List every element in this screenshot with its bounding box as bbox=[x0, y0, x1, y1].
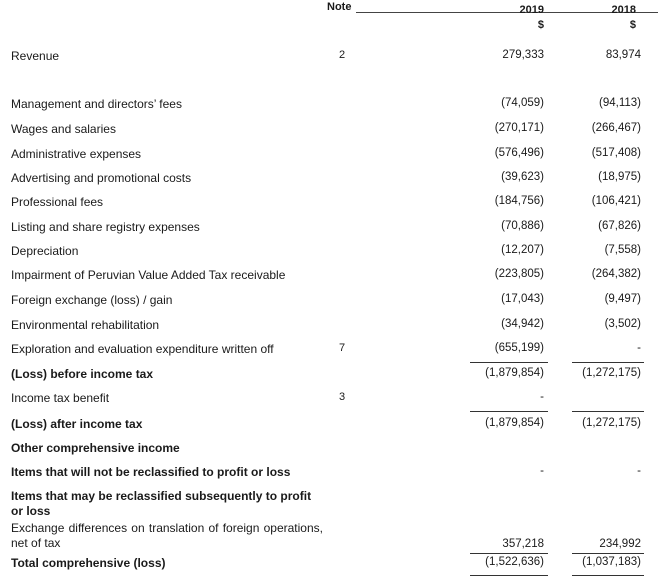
section-heading bbox=[0, 441, 658, 457]
row-value-2018: (7,558) bbox=[604, 244, 641, 256]
row-value-2019: (12,207) bbox=[501, 244, 544, 256]
row-label: Listing and share registry expenses bbox=[11, 220, 200, 234]
row-value-2018: 83,974 bbox=[605, 49, 641, 61]
row-note: 3 bbox=[338, 391, 346, 403]
section-heading: Items that may be reclassified subsequently to profit or loss bbox=[11, 489, 312, 518]
row-value-2019: - bbox=[540, 465, 544, 477]
table-row bbox=[0, 147, 658, 163]
row-value-2019: (223,805) bbox=[494, 268, 544, 280]
row-value-2019: (1,522,636) bbox=[485, 556, 544, 568]
table-row bbox=[0, 342, 658, 358]
table-row bbox=[0, 391, 658, 407]
row-value-2019: (34,942) bbox=[501, 318, 544, 330]
row-label: Advertising and promotional costs bbox=[11, 171, 192, 185]
row-value-2019: (1,879,854) bbox=[485, 367, 544, 379]
row-label: Wages and salaries bbox=[11, 122, 116, 136]
row-value-2019: (17,043) bbox=[501, 293, 544, 305]
year-2019-header: 2019 bbox=[519, 4, 544, 16]
table-row bbox=[0, 244, 658, 260]
row-value-2019: (576,496) bbox=[494, 147, 544, 159]
row-value-2018: - bbox=[637, 342, 641, 354]
subtotal-rule-2018 bbox=[572, 411, 644, 412]
row-value-2018: (266,467) bbox=[591, 122, 641, 134]
row-value-2019: (655,199) bbox=[494, 342, 544, 354]
table-row bbox=[0, 318, 658, 334]
row-value-2018: (94,113) bbox=[599, 97, 641, 109]
row-value-2018: (3,502) bbox=[604, 318, 641, 330]
subtotal-rule-2019 bbox=[470, 362, 548, 363]
row-label: (Loss) before income tax bbox=[11, 367, 154, 381]
row-value-2018: (18,975) bbox=[598, 171, 641, 183]
table-row bbox=[0, 538, 658, 554]
table-row bbox=[0, 220, 658, 236]
total-rule-2019 bbox=[470, 553, 548, 554]
table-row bbox=[0, 417, 658, 433]
row-value-2019: 357,218 bbox=[502, 538, 544, 550]
row-label: Environmental rehabilitation bbox=[11, 318, 160, 332]
row-label: Other comprehensive income bbox=[11, 441, 180, 455]
row-label: (Loss) after income tax bbox=[11, 417, 143, 431]
row-value-2019: (74,059) bbox=[501, 97, 544, 109]
row-label: Depreciation bbox=[11, 244, 79, 258]
table-row bbox=[0, 195, 658, 211]
row-note: 2 bbox=[338, 49, 346, 61]
total-rule-2018 bbox=[572, 553, 644, 554]
row-value-2018: (517,408) bbox=[591, 147, 641, 159]
row-label: Professional fees bbox=[11, 195, 104, 209]
row-value-2018: (1,272,175) bbox=[582, 367, 641, 379]
row-label: Foreign exchange (loss) / gain bbox=[11, 293, 173, 307]
row-value-2018: (106,421) bbox=[591, 195, 641, 207]
row-value-2019: (270,171) bbox=[494, 122, 544, 134]
row-value-2019: (39,623) bbox=[501, 171, 544, 183]
row-value-2018: 234,992 bbox=[599, 538, 641, 550]
table-row bbox=[0, 171, 658, 187]
total-double-rule-2019 bbox=[470, 575, 548, 576]
row-label: Impairment of Peruvian Value Added Tax receivable bbox=[11, 268, 286, 282]
table-row bbox=[0, 556, 658, 572]
row-value-2019: (184,756) bbox=[494, 195, 544, 207]
table-row bbox=[0, 49, 658, 65]
table-row bbox=[0, 293, 658, 309]
row-label: Exploration and evaluation expenditure written off bbox=[11, 342, 274, 356]
row-label: Income tax benefit bbox=[11, 391, 110, 405]
row-value-2019: (70,886) bbox=[501, 220, 544, 232]
row-value-2018: (9,497) bbox=[604, 293, 641, 305]
row-label: Exchange differences on translation of foreign operations, net of tax bbox=[11, 521, 323, 550]
subtotal-rule-2019 bbox=[470, 411, 548, 412]
row-value-2019: 279,333 bbox=[502, 49, 544, 61]
row-value-2018: (1,272,175) bbox=[582, 417, 641, 429]
row-label: Items that will not be reclassified to profit or loss bbox=[11, 465, 291, 479]
table-row bbox=[0, 367, 658, 383]
row-note: 7 bbox=[338, 342, 346, 354]
total-double-rule-2018 bbox=[572, 575, 644, 576]
row-value-2018: (67,826) bbox=[598, 220, 641, 232]
row-value-2019: - bbox=[540, 391, 544, 403]
table-row bbox=[0, 97, 658, 113]
subtotal-rule-2018 bbox=[572, 362, 644, 363]
currency-2018: $ bbox=[629, 19, 636, 31]
table-row bbox=[0, 122, 658, 138]
note-column-header: Note bbox=[327, 1, 352, 13]
row-value-2018: - bbox=[637, 465, 641, 477]
row-value-2018: (264,382) bbox=[591, 268, 641, 280]
row-label: Total comprehensive (loss) bbox=[11, 556, 166, 570]
row-label: Management and directors’ fees bbox=[11, 97, 182, 111]
row-value-2019: (1,879,854) bbox=[485, 417, 544, 429]
table-row bbox=[0, 465, 658, 481]
year-2018-header: 2018 bbox=[611, 4, 636, 16]
row-value-2018: (1,037,183) bbox=[582, 556, 641, 568]
table-row bbox=[0, 268, 658, 284]
row-label: Revenue bbox=[11, 49, 60, 63]
currency-2019: $ bbox=[537, 19, 544, 31]
row-label: Administrative expenses bbox=[11, 147, 142, 161]
